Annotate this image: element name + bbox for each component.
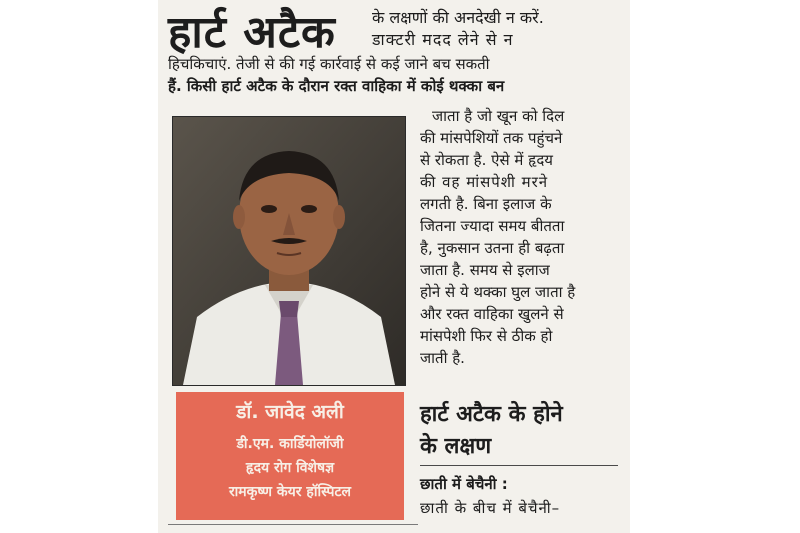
subheading-line-1: हार्ट अटैक के होने bbox=[420, 402, 563, 427]
body-line-10: और रक्त वाहिका खुलने से bbox=[420, 305, 564, 323]
doctor-name: डॉ. जावेद अली bbox=[236, 401, 344, 423]
doctor-hospital: रामकृष्ण केयर हॉस्पिटल bbox=[228, 484, 352, 500]
body-line-2: की मांसपेशियों तक पहुंचने bbox=[420, 129, 563, 147]
headline: हार्ट अटैक bbox=[168, 7, 336, 58]
bottom-rule bbox=[168, 524, 418, 525]
intro-line-4: हैं. किसी हार्ट अटैक के दौरान रक्त वाहिका में कोई थक्का बन bbox=[168, 77, 505, 95]
body-line-11: मांसपेशी फिर से ठीक हो bbox=[420, 327, 553, 345]
body-line-7: है, नुकसान उतना ही बढ़ता bbox=[420, 239, 565, 257]
section-label: छाती में बेचैनी : bbox=[420, 475, 508, 493]
body-line-9: होने से ये थक्का घुल जाता है bbox=[420, 283, 576, 301]
section-text: छाती के बीच में बेचैनी– bbox=[420, 499, 561, 517]
intro-line-3: हिचकिचाएं. तेजी से की गई कार्रवाई से कई जाने बच सकती bbox=[168, 55, 490, 73]
intro-line-1: के लक्षणों की अनदेखी न करें. bbox=[372, 8, 544, 27]
body-line-6: जितना ज्यादा समय बीतता bbox=[420, 217, 565, 235]
doctor-photo bbox=[172, 116, 406, 386]
subheading-line-2: के लक्षण bbox=[420, 434, 492, 459]
doctor-qualification: डी.एम. कार्डियोलॉजी bbox=[236, 436, 344, 452]
body-line-1: जाता है जो खून को दिल bbox=[432, 107, 565, 125]
photo-caption bbox=[176, 392, 404, 520]
subheading-rule bbox=[420, 465, 618, 466]
body-line-12: जाती है. bbox=[420, 349, 465, 367]
body-line-8: जाता है. समय से इलाज bbox=[420, 261, 550, 279]
body-line-4: की वह मांसपेशी मरने bbox=[420, 173, 549, 191]
body-line-3: से रोकता है. ऐसे में हृदय bbox=[420, 151, 554, 169]
body-line-5: लगती है. बिना इलाज के bbox=[420, 195, 552, 213]
doctor-specialty: हृदय रोग विशेषज्ञ bbox=[245, 460, 335, 476]
intro-line-2: डाक्टरी मदद लेने से न bbox=[372, 30, 514, 49]
